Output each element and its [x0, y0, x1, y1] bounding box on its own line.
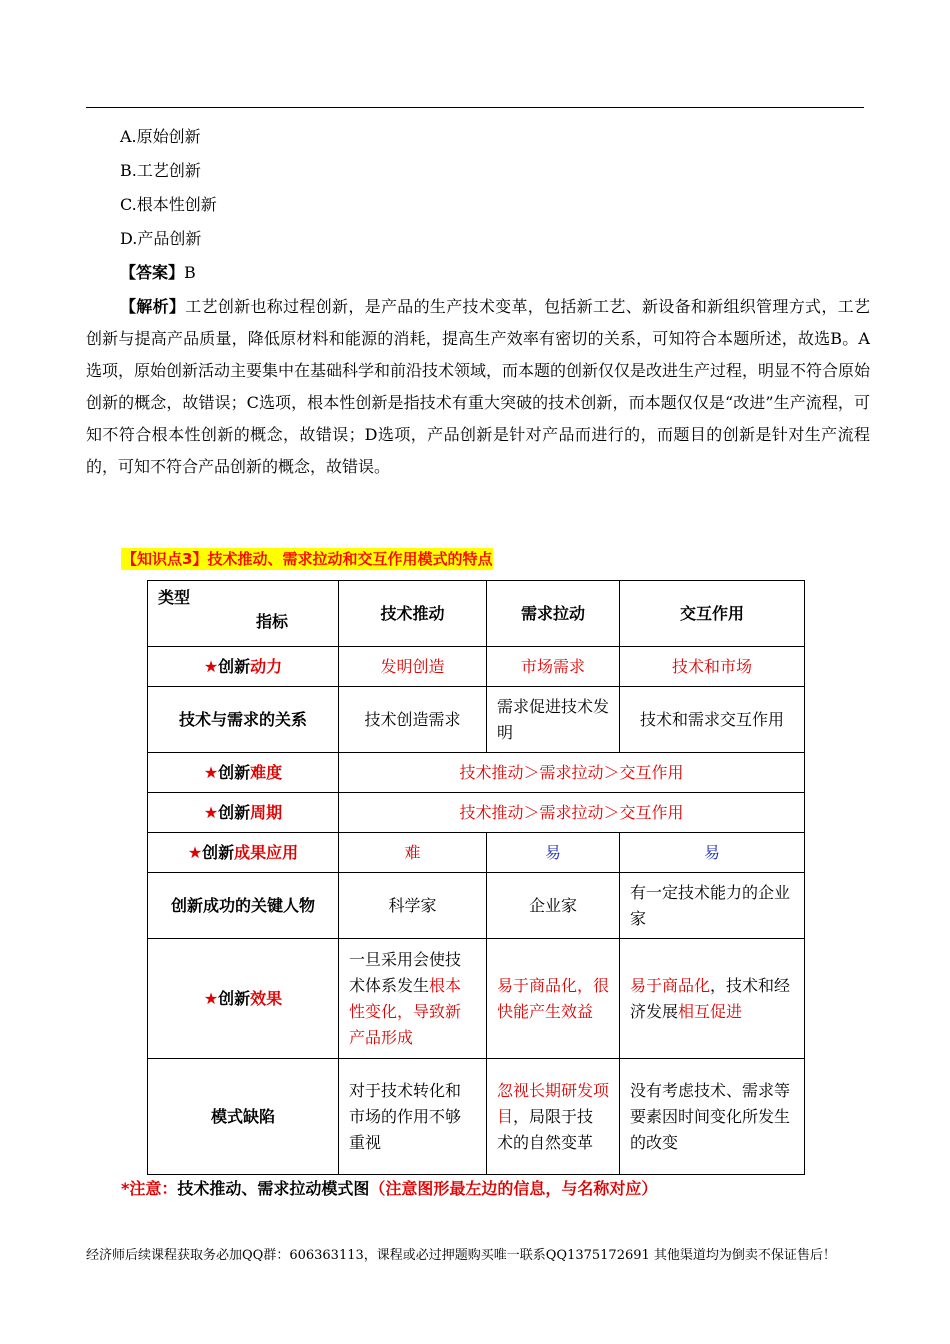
row-label-suffix: 成果应用 [234, 842, 299, 862]
table-cell: 科学家 [339, 873, 487, 939]
note-line [121, 1178, 657, 1200]
star-icon: ★ [187, 842, 203, 862]
table-cell: 易 [487, 833, 620, 873]
merged-cell: 技术推动＞需求拉动＞交互作用 [339, 753, 805, 793]
table-row [148, 873, 805, 939]
analysis-paragraph [86, 291, 870, 483]
row-label-cycle [148, 793, 339, 833]
star-icon: ★ [203, 988, 219, 1008]
answer-label: 【答案】 [120, 263, 185, 282]
table-cell [620, 939, 805, 1059]
cell-text-highlight: 易于商品化 [630, 975, 711, 995]
star-icon: ★ [203, 802, 219, 822]
cell-text-highlight: 根本性变化，导致新产品形成 [349, 975, 462, 1047]
header-rule [86, 107, 864, 108]
row-label-effect [148, 939, 339, 1059]
row-label-prefix: 创新 [218, 988, 251, 1008]
column-header-tech-push: 技术推动 [339, 581, 487, 647]
row-label-prefix: 创新 [218, 802, 251, 822]
table-cell: 对于技术转化和市场的作用不够重视 [339, 1059, 487, 1175]
table-cell: 技术创造需求 [339, 687, 487, 753]
column-header-interactive: 交互作用 [620, 581, 805, 647]
table-row [148, 647, 805, 687]
row-label-suffix: 动力 [250, 656, 283, 676]
mode-comparison-table [147, 580, 805, 1175]
table-cell: 难 [339, 833, 487, 873]
row-label-defect: 模式缺陷 [148, 1059, 339, 1175]
row-label-key-person: 创新成功的关键人物 [148, 873, 339, 939]
star-icon: ★ [203, 656, 219, 676]
table-cell: 企业家 [487, 873, 620, 939]
row-label-suffix: 周期 [250, 802, 283, 822]
row-label-suffix: 难度 [250, 762, 283, 782]
column-header-demand-pull: 需求拉动 [487, 581, 620, 647]
note-middle: 技术推动、需求拉动模式图 [177, 1179, 370, 1198]
table-cell: 技术和市场 [620, 647, 805, 687]
cell-text-highlight: 相互促进 [678, 1001, 743, 1021]
option-a: A.原始创新 [120, 127, 201, 146]
table-cell: 技术和需求交互作用 [620, 687, 805, 753]
option-d: D.产品创新 [120, 229, 202, 248]
table-cell: 发明创造 [339, 647, 487, 687]
analysis-label: 【解析】 [120, 297, 186, 316]
cell-text: ，技术和经济发展 [630, 975, 791, 1021]
table-cell: 有一定技术能力的企业家 [620, 873, 805, 939]
table-cell: 易 [620, 833, 805, 873]
table-cell: 没有考虑技术、需求等要素因时间变化所发生的改变 [620, 1059, 805, 1175]
table-row [148, 753, 805, 793]
table-row [148, 687, 805, 753]
option-b: B.工艺创新 [120, 161, 201, 180]
footer-notice: 经济师后续课程获取务必加QQ群：606363113，课程或必过押题购买唯一联系QQ1375172691 其他渠道均为倒卖不保证售后！ [86, 1248, 836, 1263]
table-cell: 市场需求 [487, 647, 620, 687]
row-label-difficulty [148, 753, 339, 793]
table-cell [339, 939, 487, 1059]
star-icon: ★ [203, 762, 219, 782]
row-label-prefix: 创新 [218, 762, 251, 782]
note-suffix: （注意图形最左边的信息，与名称对应） [369, 1179, 658, 1198]
note-prefix: *注意： [121, 1179, 178, 1198]
table-row [148, 939, 805, 1059]
table-header-row [148, 581, 805, 647]
analysis-text: 工艺创新也称过程创新，是产品的生产技术变革，包括新工艺、新设备和新组织管理方式，工艺创新与提高产品质量，降低原材料和能源的消耗，提高生产效率有密切的关系，可知符合本题所述，故选B。A选项，原始创新活动主要集中在基础科学和前沿技术领域，而本题的创新仅仅是改进生产过程，明显不符合原始创新的概念，故错误；C选项，根本性创新是指技术有重大突破的技术创新，而本题仅仅是“改进”生产流程，可知不符合根本性创新的概念，故错误；D选项，产品创新是针对产品而进行的，而题目的创新是针对生产流程的，可知不符合产品创新的概念，故错误。 [86, 297, 871, 476]
answer-line [120, 263, 196, 283]
row-label-prefix: 创新 [202, 842, 235, 862]
row-label-application [148, 833, 339, 873]
merged-cell: 技术推动＞需求拉动＞交互作用 [339, 793, 805, 833]
table-row [148, 833, 805, 873]
corner-indicator-label: 指标 [256, 612, 289, 631]
knowledge-point-heading: 【知识点3】技术推动、需求拉动和交互作用模式的特点 [122, 550, 493, 568]
table-cell [487, 1059, 620, 1175]
cell-text: 一旦采用会使技术体系发生 [349, 949, 462, 995]
option-c: C.根本性创新 [120, 195, 217, 214]
row-label-suffix: 效果 [250, 988, 283, 1008]
cell-text-highlight: 忽视长期研发项目 [497, 1080, 610, 1126]
row-label-prefix: 创新 [218, 656, 251, 676]
corner-cell [148, 581, 339, 647]
row-label-relation: 技术与需求的关系 [148, 687, 339, 753]
cell-text: ，局限于技术的自然变革 [497, 1106, 594, 1152]
table-cell: 需求促进技术发明 [487, 687, 620, 753]
corner-type-label: 类型 [158, 588, 191, 607]
answer-value: B [184, 263, 196, 282]
table-cell: 易于商品化，很快能产生效益 [487, 939, 620, 1059]
row-label-innovation-driver [148, 647, 339, 687]
table-row [148, 793, 805, 833]
table-row [148, 1059, 805, 1175]
